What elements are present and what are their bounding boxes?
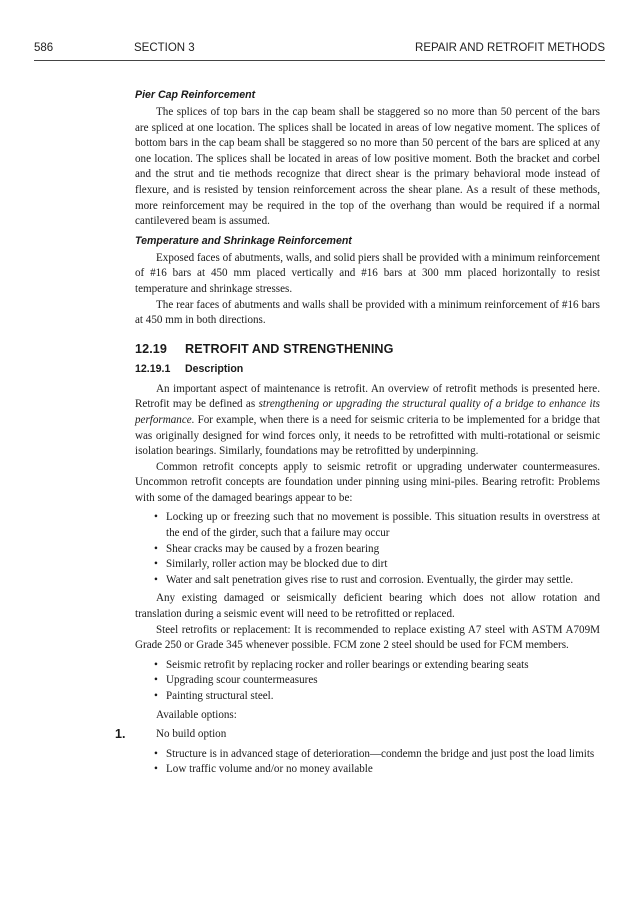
steel-retrofit-list — [135, 658, 600, 705]
description-paragraph-3: Any existing damaged or seismically deficient bearing which does not allow rotation and translation during a seismic event will need to be retrofitted or replaced. — [135, 592, 600, 621]
section-title: RETROFIT AND STRENGTHENING — [185, 341, 394, 356]
p1-text-after: For example, when there is a need for seismic criteria to be implemented for a bridge that was originally designed for wind forces only, it needs to be retrofitted with multi-rotational or seismic isolation bearings. Similarly, foundations may be retrofitted by underpinning. — [135, 413, 600, 458]
numbered-option-1 — [115, 727, 600, 743]
pier-cap-paragraph: The splices of top bars in the cap beam shall be staggered so no more than 50 percent of the bars are spliced at one location. The splices shall be located in areas of low negative moment. The splices of bottom bars in the cap beam shall be staggered so no more than 50 percent of the bars are spliced at any one location. The splices shall be located in areas of low positive moment. Both the bracket and corbel and the strut and tie methods recognize that direct shear is the primary behavioral mode instead of flexure, and is resisted by tension reinforcement across the shear plane. As a result of these methods, more reinforcement may be required in the top of the overhang than would be required if a normal cantilevered beam is assumed. — [135, 106, 600, 228]
list-item: • Painting structural steel. — [135, 689, 600, 705]
list-item: • Water and salt penetration gives rise to rust and corrosion. Eventually, the girder may settle. — [135, 573, 600, 589]
bullet-icon: • — [154, 763, 158, 776]
subsection-title: Description — [185, 362, 244, 375]
body-text — [115, 88, 600, 781]
description-paragraph-4: Steel retrofits or replacement: It is recommended to replace existing A7 steel with ASTM A709M Grade 250 or Grade 345 whenever possible. FCM zone 2 steel should be used for FCM members. — [135, 623, 600, 652]
bullet-icon: • — [154, 690, 158, 702]
section-heading — [135, 341, 600, 357]
section-number: 12.19 — [135, 341, 168, 356]
p1-text-before: An important aspect of maintenance is retrofit. An overview of retrofit methods is presented here. Retrofit may be defined as — [135, 382, 600, 411]
description-paragraph-2: Common retrofit concepts apply to seismic retrofit or upgrading underwater countermeasures. Uncommon retrofit concepts are foundation under pinning using mini-piles. Bearing retrofit: Problems with some of the damaged bearings appear to be: — [135, 460, 600, 504]
option-number: 1. — [115, 727, 126, 742]
temperature-paragraph-1: Exposed faces of abutments, walls, and solid piers shall be provided with a minimum reinforcement of #16 bars at 450 mm placed vertically and #16 bars at 300 mm placed horizontally to resist temperature and shrinkage stresses. — [135, 251, 600, 295]
bullet-icon: • — [154, 542, 158, 555]
list-item: • Low traffic volume and/or no money available — [135, 762, 600, 778]
list-item: • Structure is in advanced stage of deterioration—condemn the bridge and just post the load limits — [135, 747, 600, 763]
p1-definition-italic: strengthening or upgrading the structural quality of a bridge to enhance its performance. — [135, 398, 600, 426]
running-header — [34, 40, 605, 61]
pier-cap-heading: Pier Cap Reinforcement — [135, 89, 256, 101]
list-item: • Shear cracks may be caused by a frozen bearing — [135, 542, 600, 558]
bullet-icon: • — [154, 747, 158, 760]
bullet-icon: • — [154, 674, 158, 687]
option-text: No build option — [156, 728, 227, 741]
options-label: Available options: — [156, 708, 237, 721]
bullet-icon: • — [154, 573, 158, 586]
no-build-list — [135, 747, 600, 778]
subsection-heading — [135, 362, 600, 377]
list-item: • Locking up or freezing such that no movement is possible. This situation results in overstress at the end of the girder, such that a failure may occur — [154, 511, 600, 540]
description-paragraph-1 — [135, 382, 600, 460]
bearing-problems-list — [135, 510, 600, 588]
bullet-icon: • — [154, 511, 158, 524]
bullet-icon: • — [154, 658, 158, 671]
subsection-number: 12.19.1 — [135, 362, 171, 375]
list-item: • Seismic retrofit by replacing rocker and roller bearings or extending bearing seats — [135, 658, 600, 674]
temperature-heading: Temperature and Shrinkage Reinforcement — [135, 234, 352, 247]
temperature-paragraph-2: The rear faces of abutments and walls shall be provided with a minimum reinforcement of #16 bars at 450 mm in both directions. — [135, 298, 600, 327]
section-label: SECTION 3 — [134, 42, 195, 54]
bullet-icon: • — [154, 558, 158, 571]
chapter-title: REPAIR AND RETROFIT METHODS — [415, 42, 605, 54]
page-number: 586 — [34, 42, 54, 54]
list-item: • Similarly, roller action may be blocked due to dirt — [135, 557, 600, 573]
list-item: • Upgrading scour countermeasures — [135, 673, 600, 689]
